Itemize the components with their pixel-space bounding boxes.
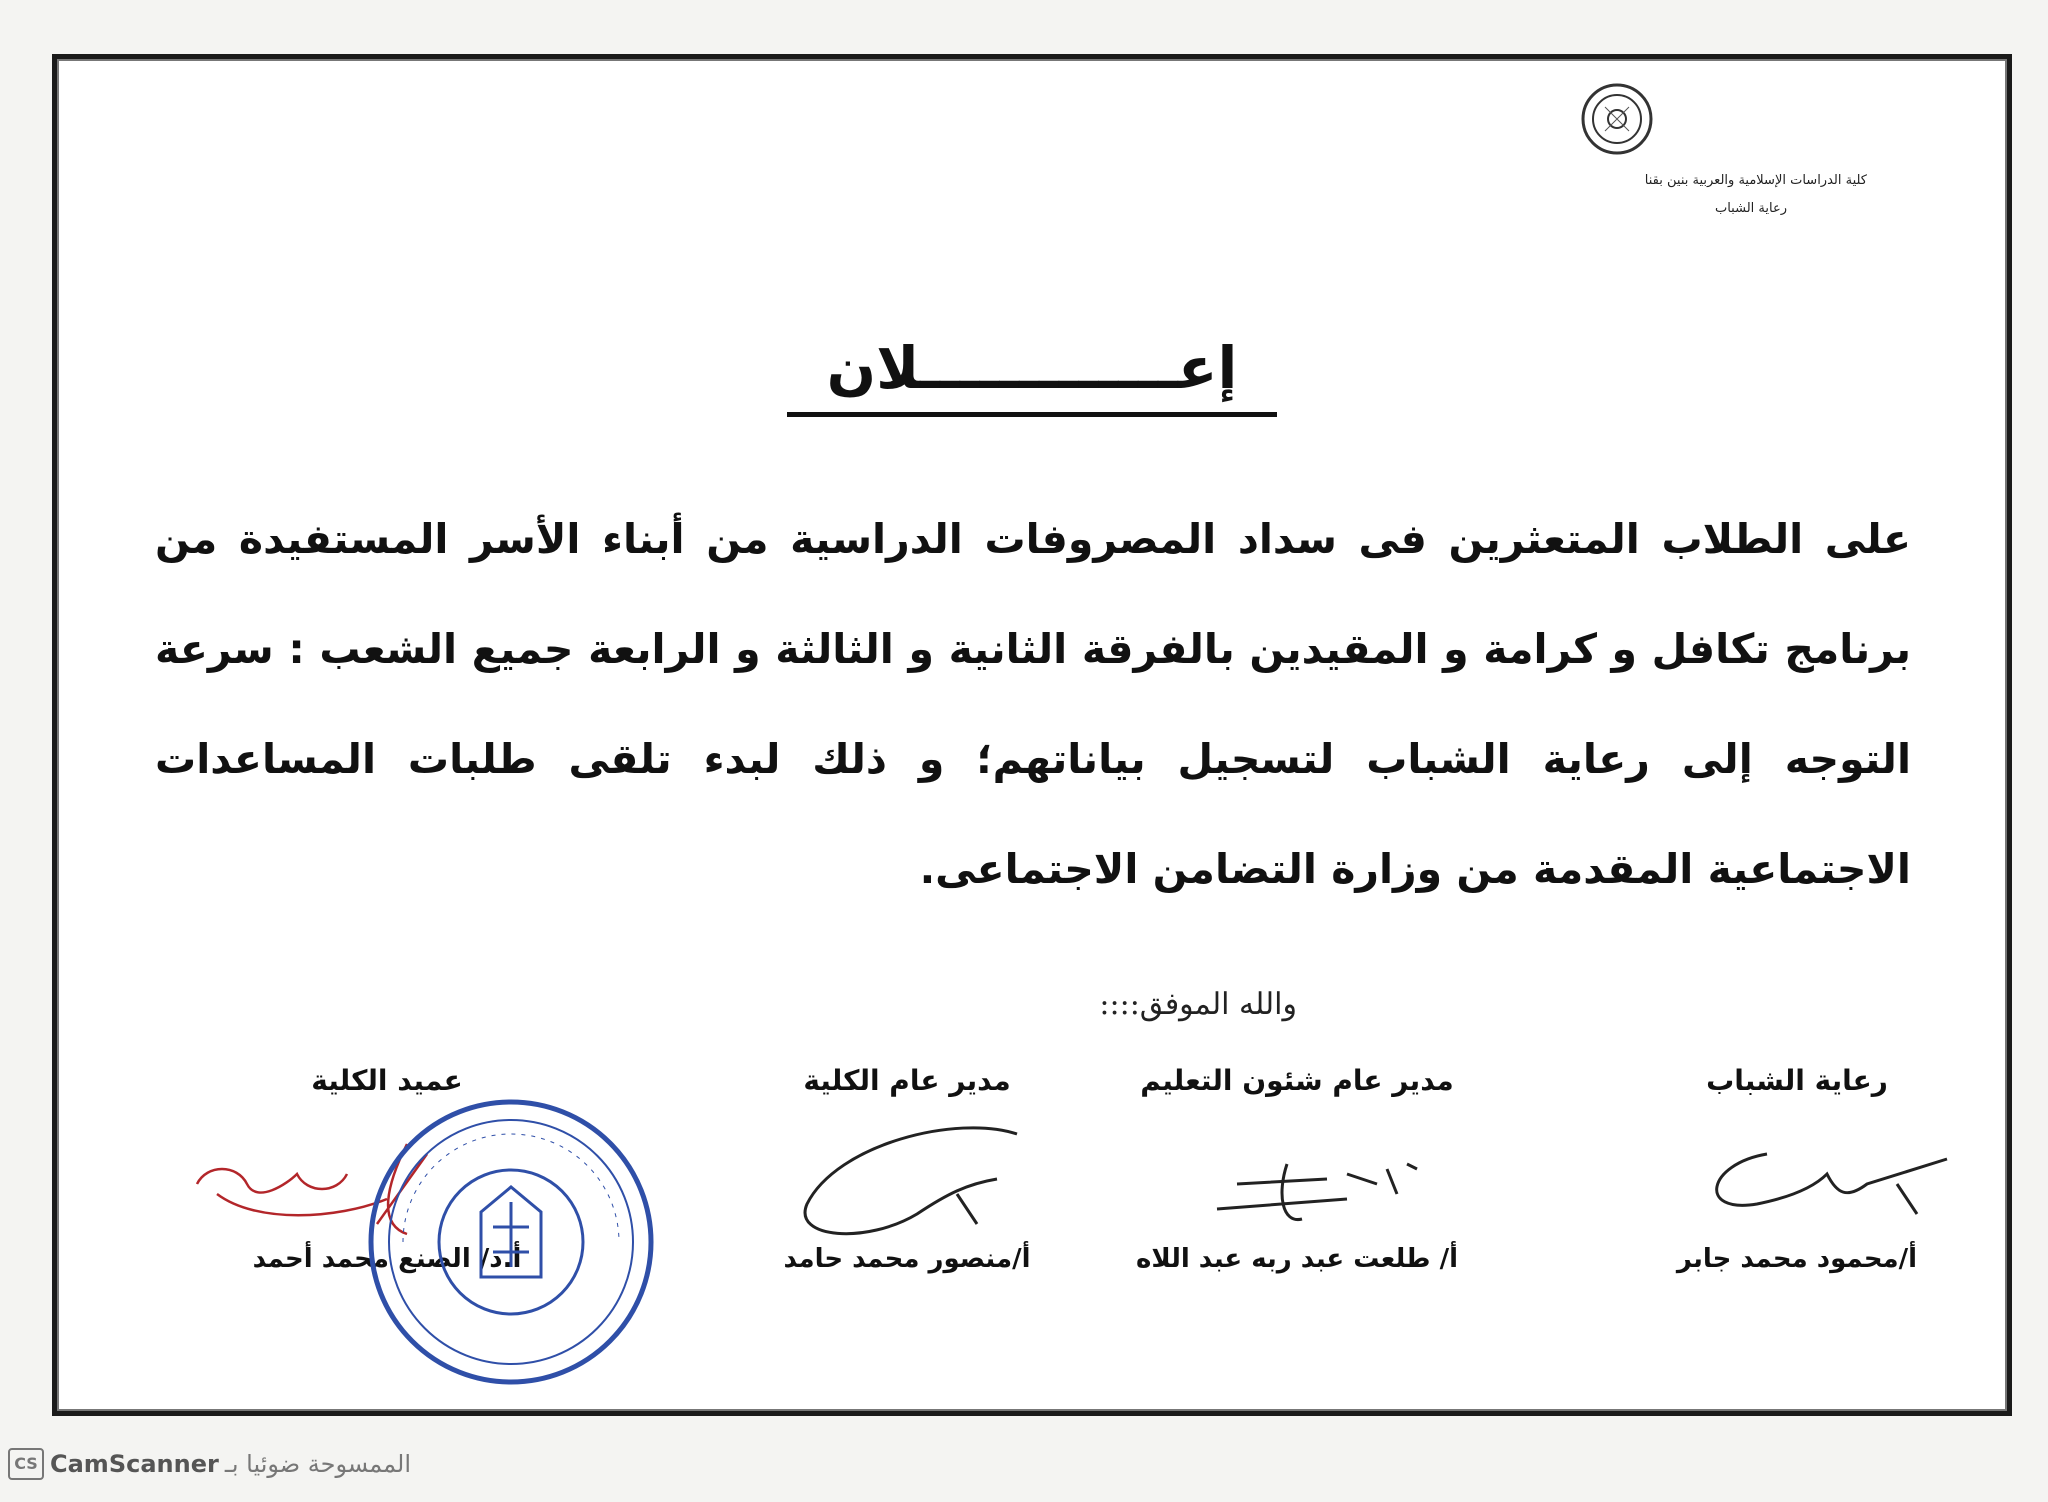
letterhead bbox=[1487, 81, 1867, 223]
handwritten-signature-icon bbox=[1587, 1124, 2007, 1244]
closing-phrase: والله الموفق:::: bbox=[1099, 987, 1297, 1022]
signature-name: أ/محمود محمد جابر bbox=[1676, 1244, 1918, 1274]
camscanner-brand: CamScanner bbox=[50, 1450, 219, 1478]
announcement-title-wrap bbox=[57, 334, 2007, 417]
signature-role: مدير عام الكلية bbox=[803, 1064, 1011, 1097]
scanner-watermark bbox=[8, 1448, 411, 1480]
handwritten-signature-icon bbox=[697, 1124, 1117, 1244]
signature-role: رعاية الشباب bbox=[1706, 1064, 1888, 1097]
announcement-body: على الطلاب المتعثرين فى سداد المصروفات الدراسية من أبناء الأسر المستفيدة من برنامج تكافل و كرامة و المقيدين بالفرقة الثانية و الثالثة و الرابعة جميع الشعب : سرعة التوجه إلى رعاية الشباب لتسجيل بياناتهم؛ و ذلك لبدء تلقى طلبات المساعدات الاجتماعية المقدمة من وزارة التضامن الاجتماعى. bbox=[155, 515, 1911, 893]
camscanner-logo-icon: CS bbox=[8, 1448, 44, 1480]
scanned-with-text: الممسوحة ضوئيا بـ bbox=[224, 1450, 412, 1478]
signature-name: أ/ طلعت عبد ربه عبد اللاه bbox=[1135, 1244, 1459, 1274]
signature-education-affairs bbox=[1087, 1064, 1507, 1274]
signature-name: أ/منصور محمد حامد bbox=[783, 1244, 1031, 1274]
handwritten-signature-icon bbox=[1087, 1124, 1507, 1244]
announcement-title: إعـــــــــــــلان bbox=[787, 334, 1278, 417]
faculty-name: كلية الدراسات الإسلامية والعربية بنين بقنا bbox=[1644, 173, 1867, 188]
signature-youth-care bbox=[1587, 1064, 2007, 1274]
signature-role: عميد الكلية bbox=[311, 1064, 463, 1097]
signature-name: أ.د/ الصنع محمد أحمد bbox=[252, 1244, 522, 1274]
university-seal-stamp-icon bbox=[363, 1092, 659, 1392]
university-logo-icon bbox=[1579, 81, 1655, 157]
document-page bbox=[52, 54, 2012, 1416]
signature-role: مدير عام شئون التعليم bbox=[1140, 1064, 1454, 1097]
department-name: رعاية الشباب bbox=[1714, 201, 1787, 216]
signature-general-director bbox=[697, 1064, 1117, 1274]
